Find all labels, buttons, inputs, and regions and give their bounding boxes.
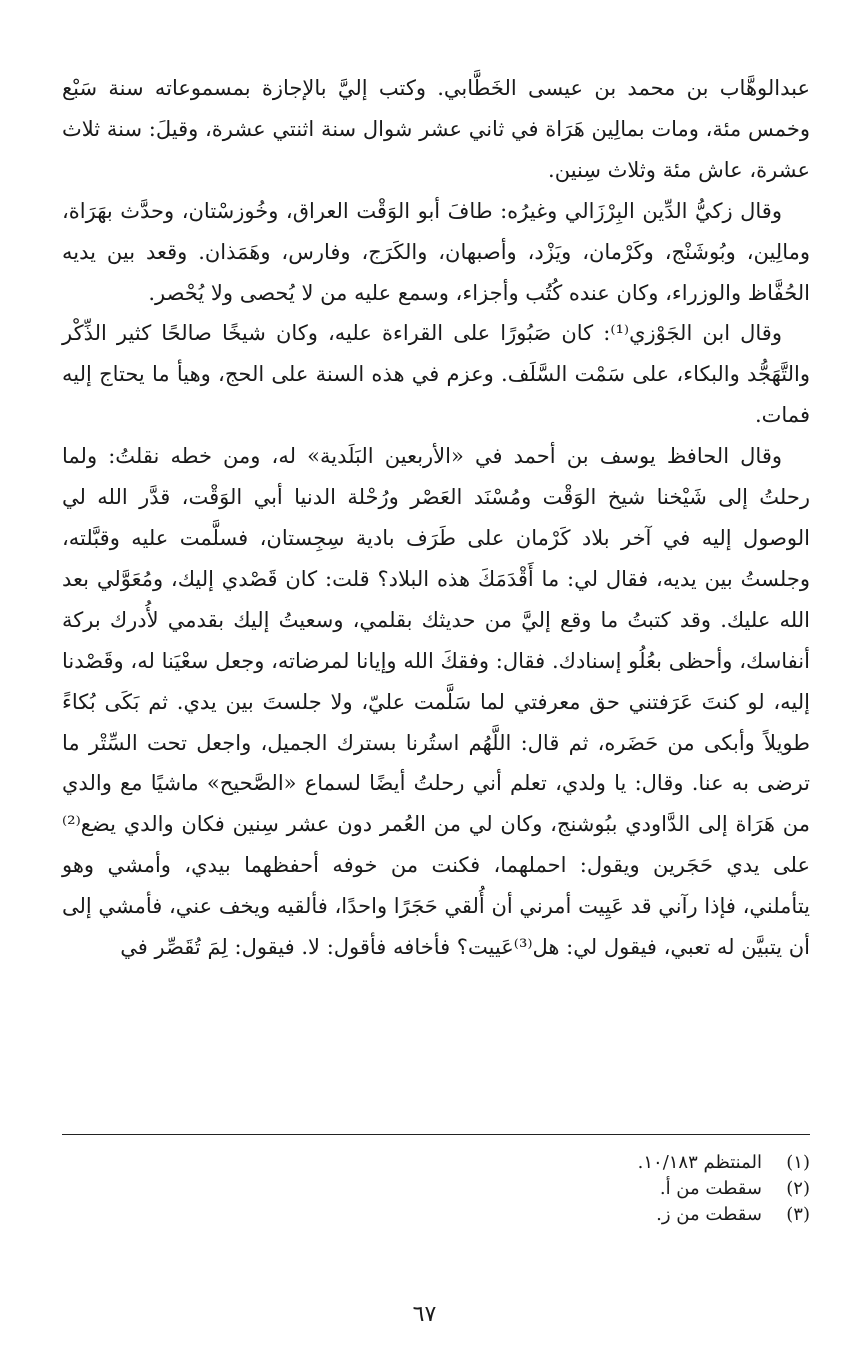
footnote-1 (62, 1150, 810, 1176)
footnote-number: (٢) (786, 1178, 810, 1199)
main-text (62, 68, 810, 968)
footnote-number: (٣) (786, 1204, 810, 1225)
footnote-text: المنتظم ١٠/١٨٣. (637, 1152, 762, 1173)
paragraph-1: عبدالوهَّاب بن محمد بن عيسى الخَطَّابي. وكتب إليَّ بالإجازة بمسموعاته سنة سَبْع وخمس مئة، ومات بمالِين هَرَاة في ثاني عشر شوال سنة اثنتي عشرة، وقيلَ: سنة ثلاث عشرة، عاش مئة وثلاث سِنين. (62, 76, 810, 182)
footnote-divider (62, 1134, 810, 1135)
footnote-text: سقطت من ز. (656, 1204, 762, 1225)
paragraph-3: وقال ابن الجَوْزي⁽¹⁾: كان صَبُورًا على القراءة عليه، وكان شيخًا صالحًا كثير الذِّكْر والتَّهَجُّد والبكاء، على سَمْت السَّلَف. وعزم في هذه السنة على الحج، وهيأ ما يحتاج إليه فمات. (62, 321, 810, 428)
footnote-number: (١) (786, 1152, 810, 1173)
page-number: ٦٧ (412, 1302, 437, 1327)
paragraph-4: وقال الحافظ يوسف بن أحمد في «الأربعين البَلَدية» له، ومن خطه نقلتُ: ولما رحلتُ إلى شَيْخنا شيخ الوَقْت ومُسْنَد العَصْر ورُحْلة الدنيا أبي الوَقْت، قدَّر الله لي الوصول إليه في آخر بلاد كَرْمان على طَرَف بادية سِجِستان، فسلَّمت عليه وقبَّلته، وجلستُ بين يديه، فقال لي: ما أَقْدَمَكَ هذه البلاد؟ قلت: كان قَصْدي إليك، ومُعَوَّلي بعد الله عليك. وقد كتبتُ ما وقع إليَّ من حديثك بقلمي، وسعيتُ إليك بقدمي لأُدرك بركة أنفاسك، وأحظى بعُلُو إسنادك. فقال: وفقكَ الله وإيانا لمرضاته، وجعل سعْيَنا له، وقَصْدنا إليه، لو كنتَ عَرَفتني حق معرفتي لما سَلَّمت عليّ، ولا جلستَ بين يدي. ثم بَكَى بُكاءً طويلاً وأبكى من حَضَره، ثم قال: اللَّهُم استُرنا بسترك الجميل، واجعل تحت السِّتْر ما ترضى به عنا. وقال: يا ولدي، تعلم أني رحلتُ أيضًا لسماع «الصَّحيح» ماشيًا مع والدي من هَرَاة إلى الدَّاودي ببُوشنج، وكان لي من العُمر دون عشر سِنين فكان والدي يضع⁽²⁾ على يدي حَجَرين ويقول: احملهما، فكنت من خوفه أحفظهما بيدي، وأمشي وهو يتأملني، فإذا رآني قد عَيِيت أمرني أن أُلقي حَجَرًا واحدًا، فألقيه ويخف عني، فأمشي إلى أن يتبيَّن له تعبي، فيقول لي: هل⁽³⁾عَييت؟ فأخافه فأقول: لا. فيقول: لِمَ تُقَصِّر في (61, 444, 810, 960)
footnote-2 (62, 1176, 810, 1202)
footnotes (62, 1150, 810, 1228)
paragraph-2: وقال زكيُّ الدِّين البِرْزَالي وغيرُه: طافَ أبو الوَقْت العراق، وخُوزسْتان، وحدَّث بهَرَاة، ومالِين، وبُوشَنْج، وكَرْمان، ويَزْد، وأصبهان، والكَرَج، وفارس، وهَمَذان. وقعد بين يديه الحُفَّاظ والوزراء، وكان عنده كُتُب وأجزاء، وسمع عليه من لا يُحصى ولا يُحْصر. (62, 198, 810, 305)
footnote-3 (62, 1202, 810, 1228)
footnote-text: سقطت من أ. (659, 1178, 762, 1199)
